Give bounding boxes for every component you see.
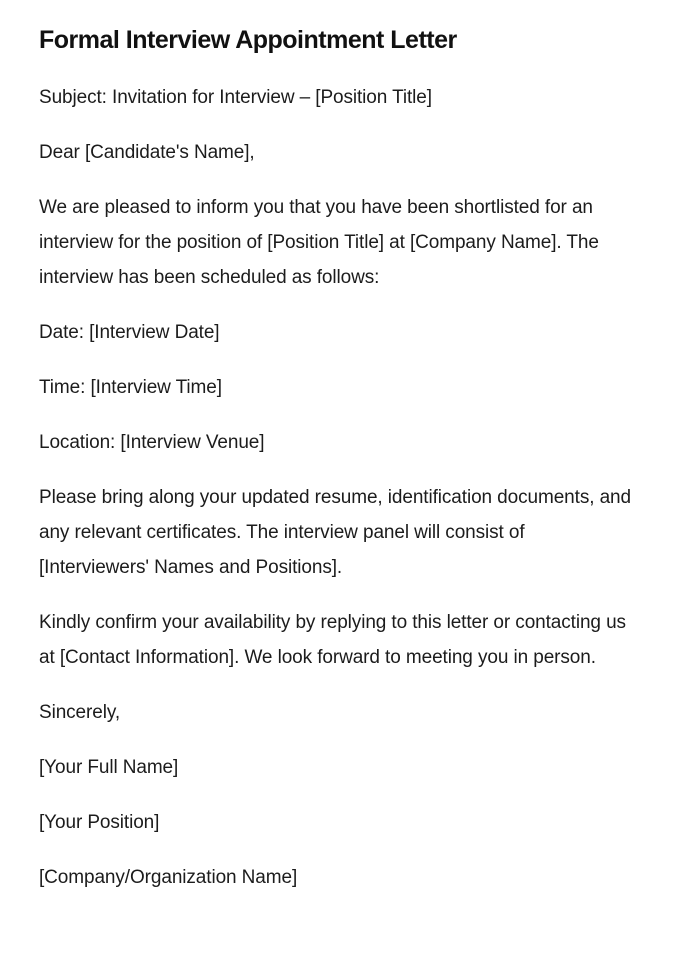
letter-paragraph-confirmation: Kindly confirm your availability by replying to this letter or contacting us at [Contact Information]. We look forward to meeting you in person.: [39, 612, 626, 668]
letter-paragraph-subject: Subject: Invitation for Interview – [Position Title]: [39, 87, 432, 108]
letter-paragraph-signature-position: [Your Position]: [39, 812, 160, 833]
letter-paragraph-closing: Sincerely,: [39, 702, 121, 723]
letter-title: Formal Interview Appointment Letter: [39, 26, 457, 54]
letter-paragraph-signature-company: [Company/Organization Name]: [39, 867, 298, 888]
letter-paragraph-signature-name: [Your Full Name]: [39, 757, 179, 778]
letter-paragraph-location: Location: [Interview Venue]: [39, 432, 265, 453]
letter-paragraph-salutation: Dear [Candidate's Name],: [39, 142, 255, 163]
letter-paragraph-date: Date: [Interview Date]: [39, 322, 220, 343]
letter-paragraph-instructions: Please bring along your updated resume, identification documents, and any relevant certificates. The interview panel will consist of [Interviewers' Names and Positions].: [39, 487, 631, 578]
letter-paragraph-intro: We are pleased to inform you that you have been shortlisted for an interview for the position of [Position Title] at [Company Name]. The interview has been scheduled as follows:: [39, 197, 599, 288]
letter-paragraph-time: Time: [Interview Time]: [39, 377, 222, 398]
